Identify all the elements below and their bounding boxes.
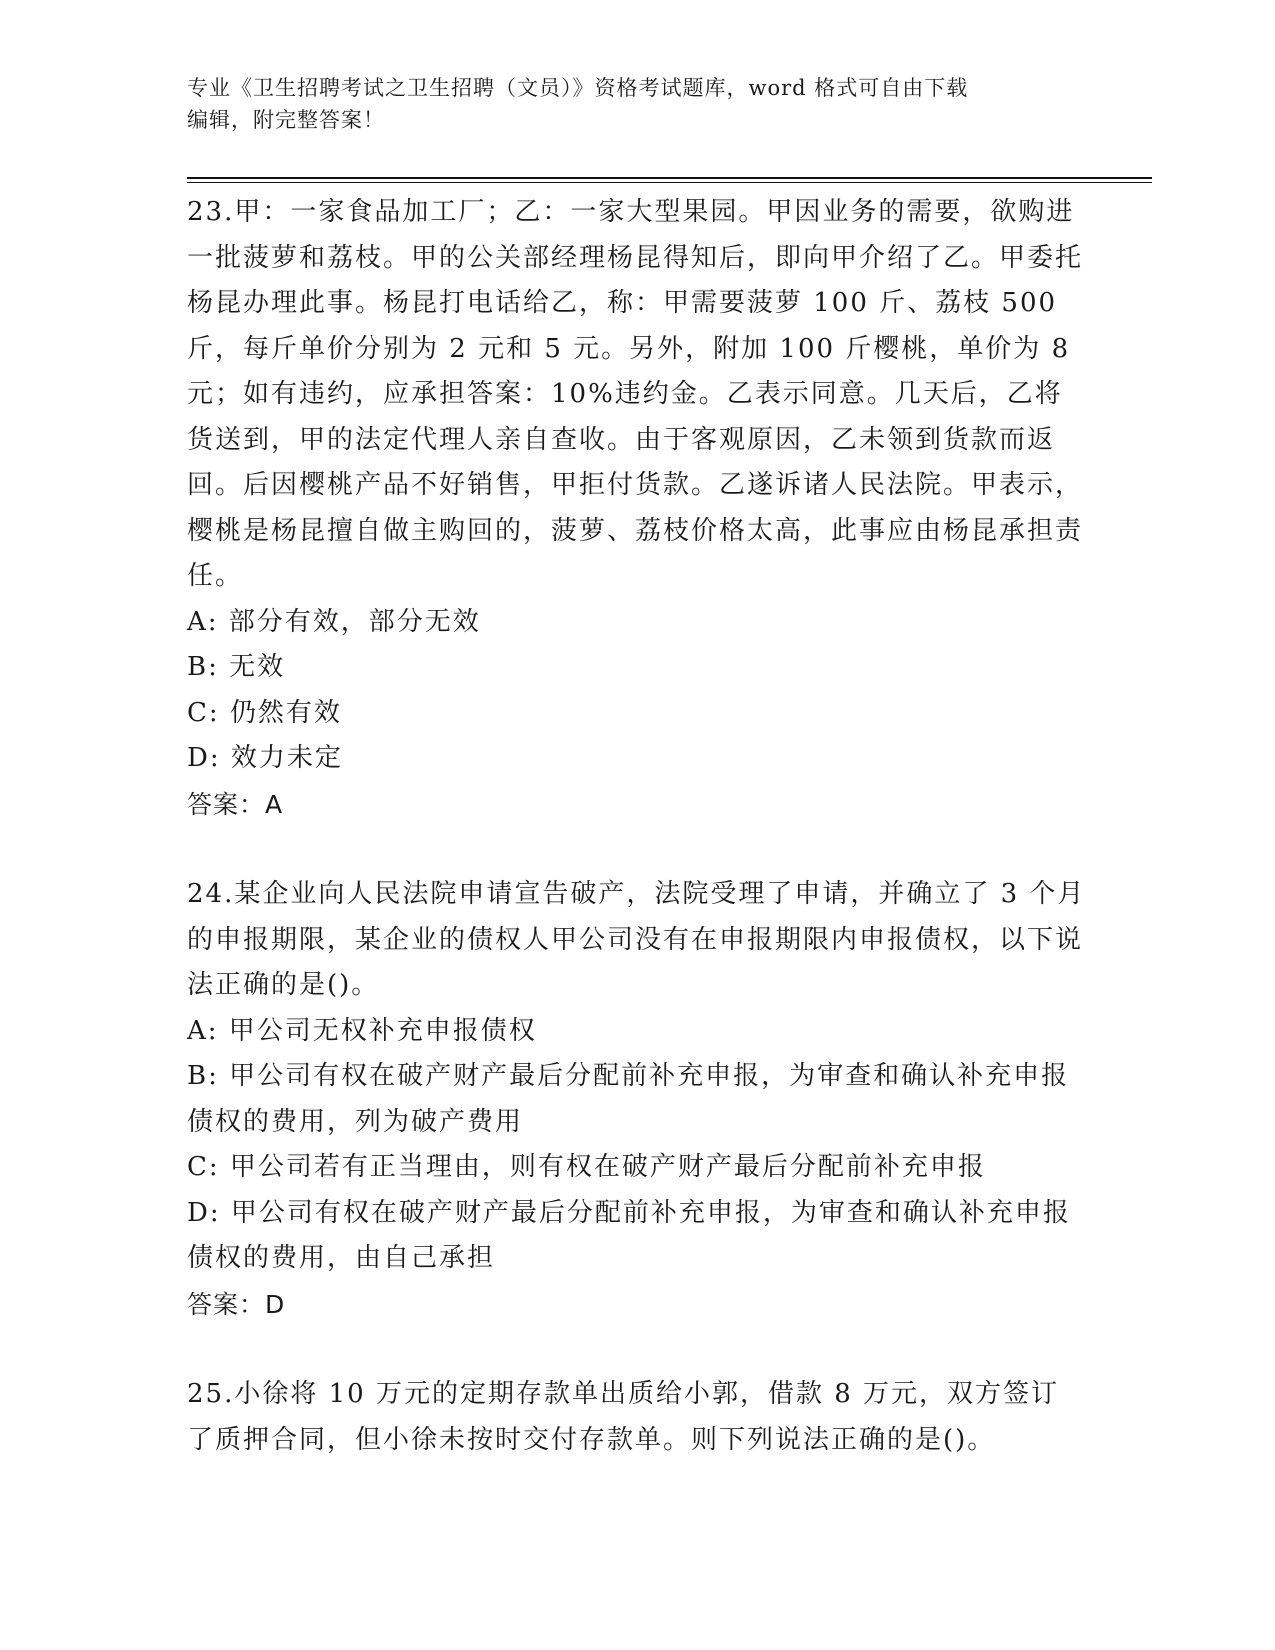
answer-line: 答案：A	[187, 789, 284, 819]
option-c: C: 甲公司若有正当理由，则有权在破产财产最后分配前补充申报	[187, 1152, 986, 1182]
answer-line: 答案：D	[187, 1289, 286, 1319]
question-23	[187, 190, 1087, 827]
document-header	[187, 72, 1067, 136]
spacer	[187, 827, 1087, 872]
header-divider	[187, 177, 1152, 179]
question-list	[187, 190, 1087, 1463]
header-divider-thin	[187, 182, 1152, 183]
question-25	[187, 1372, 1087, 1463]
option-d: D: 效力未定	[187, 743, 343, 773]
question-stem: 24.某企业向人民法院申请宣告破产，法院受理了申请，并确立了 3 个月的申报期限，某企业的债权人甲公司没有在申报期限内申报债权，以下说法正确的是()。	[187, 879, 1086, 1000]
option-d: D: 甲公司有权在破产财产最后分配前补充申报，为审查和确认补充申报债权的费用，由自己承担	[187, 1197, 1071, 1273]
option-a: A: 甲公司无权补充申报债权	[187, 1015, 537, 1046]
question-24	[187, 872, 1087, 1327]
option-c: C: 仍然有效	[187, 697, 342, 728]
header-line-2: 编辑，附完整答案！	[187, 108, 385, 132]
question-stem: 25.小徐将 10 万元的定期存款单出质给小郭，借款 8 万元，双方签订了质押合同，但小徐未按时交付存款单。则下列说法正确的是()。	[187, 1379, 1060, 1455]
option-b: B: 甲公司有权在破产财产最后分配前补充申报，为审查和确认补充申报债权的费用，列为破产费用	[187, 1061, 1070, 1137]
header-line-1: 专业《卫生招聘考试之卫生招聘（文员）》资格考试题库，word 格式可自由下载	[187, 76, 969, 100]
spacer	[187, 1327, 1087, 1372]
option-b: B: 无效	[187, 652, 286, 682]
option-a: A: 部分有效，部分无效	[187, 606, 481, 637]
question-stem: 23.甲：一家食品加工厂；乙：一家大型果园。甲因业务的需要，欲购进一批菠萝和荔枝。甲的公关部经理杨昆得知后，即向甲介绍了乙。甲委托杨昆办理此事。杨昆打电话给乙，称：甲需要菠萝 100 斤、荔枝 500 斤，每斤单价分别为 2 元和 5 元。另外，附加 100 斤樱桃，单价为 8 元；如有违约，应承担答案：10%违约金。乙表示同意。几天后，乙将货送到，甲的法定代理人亲自查收。由于客观原因，乙未领到货款而返回。后因樱桃产品不好销售，甲拒付货款。乙遂诉诸人民法院。甲表示，樱桃是杨昆擅自做主购回的，菠萝、荔枝价格太高，此事应由杨昆承担责任。	[187, 197, 1084, 591]
